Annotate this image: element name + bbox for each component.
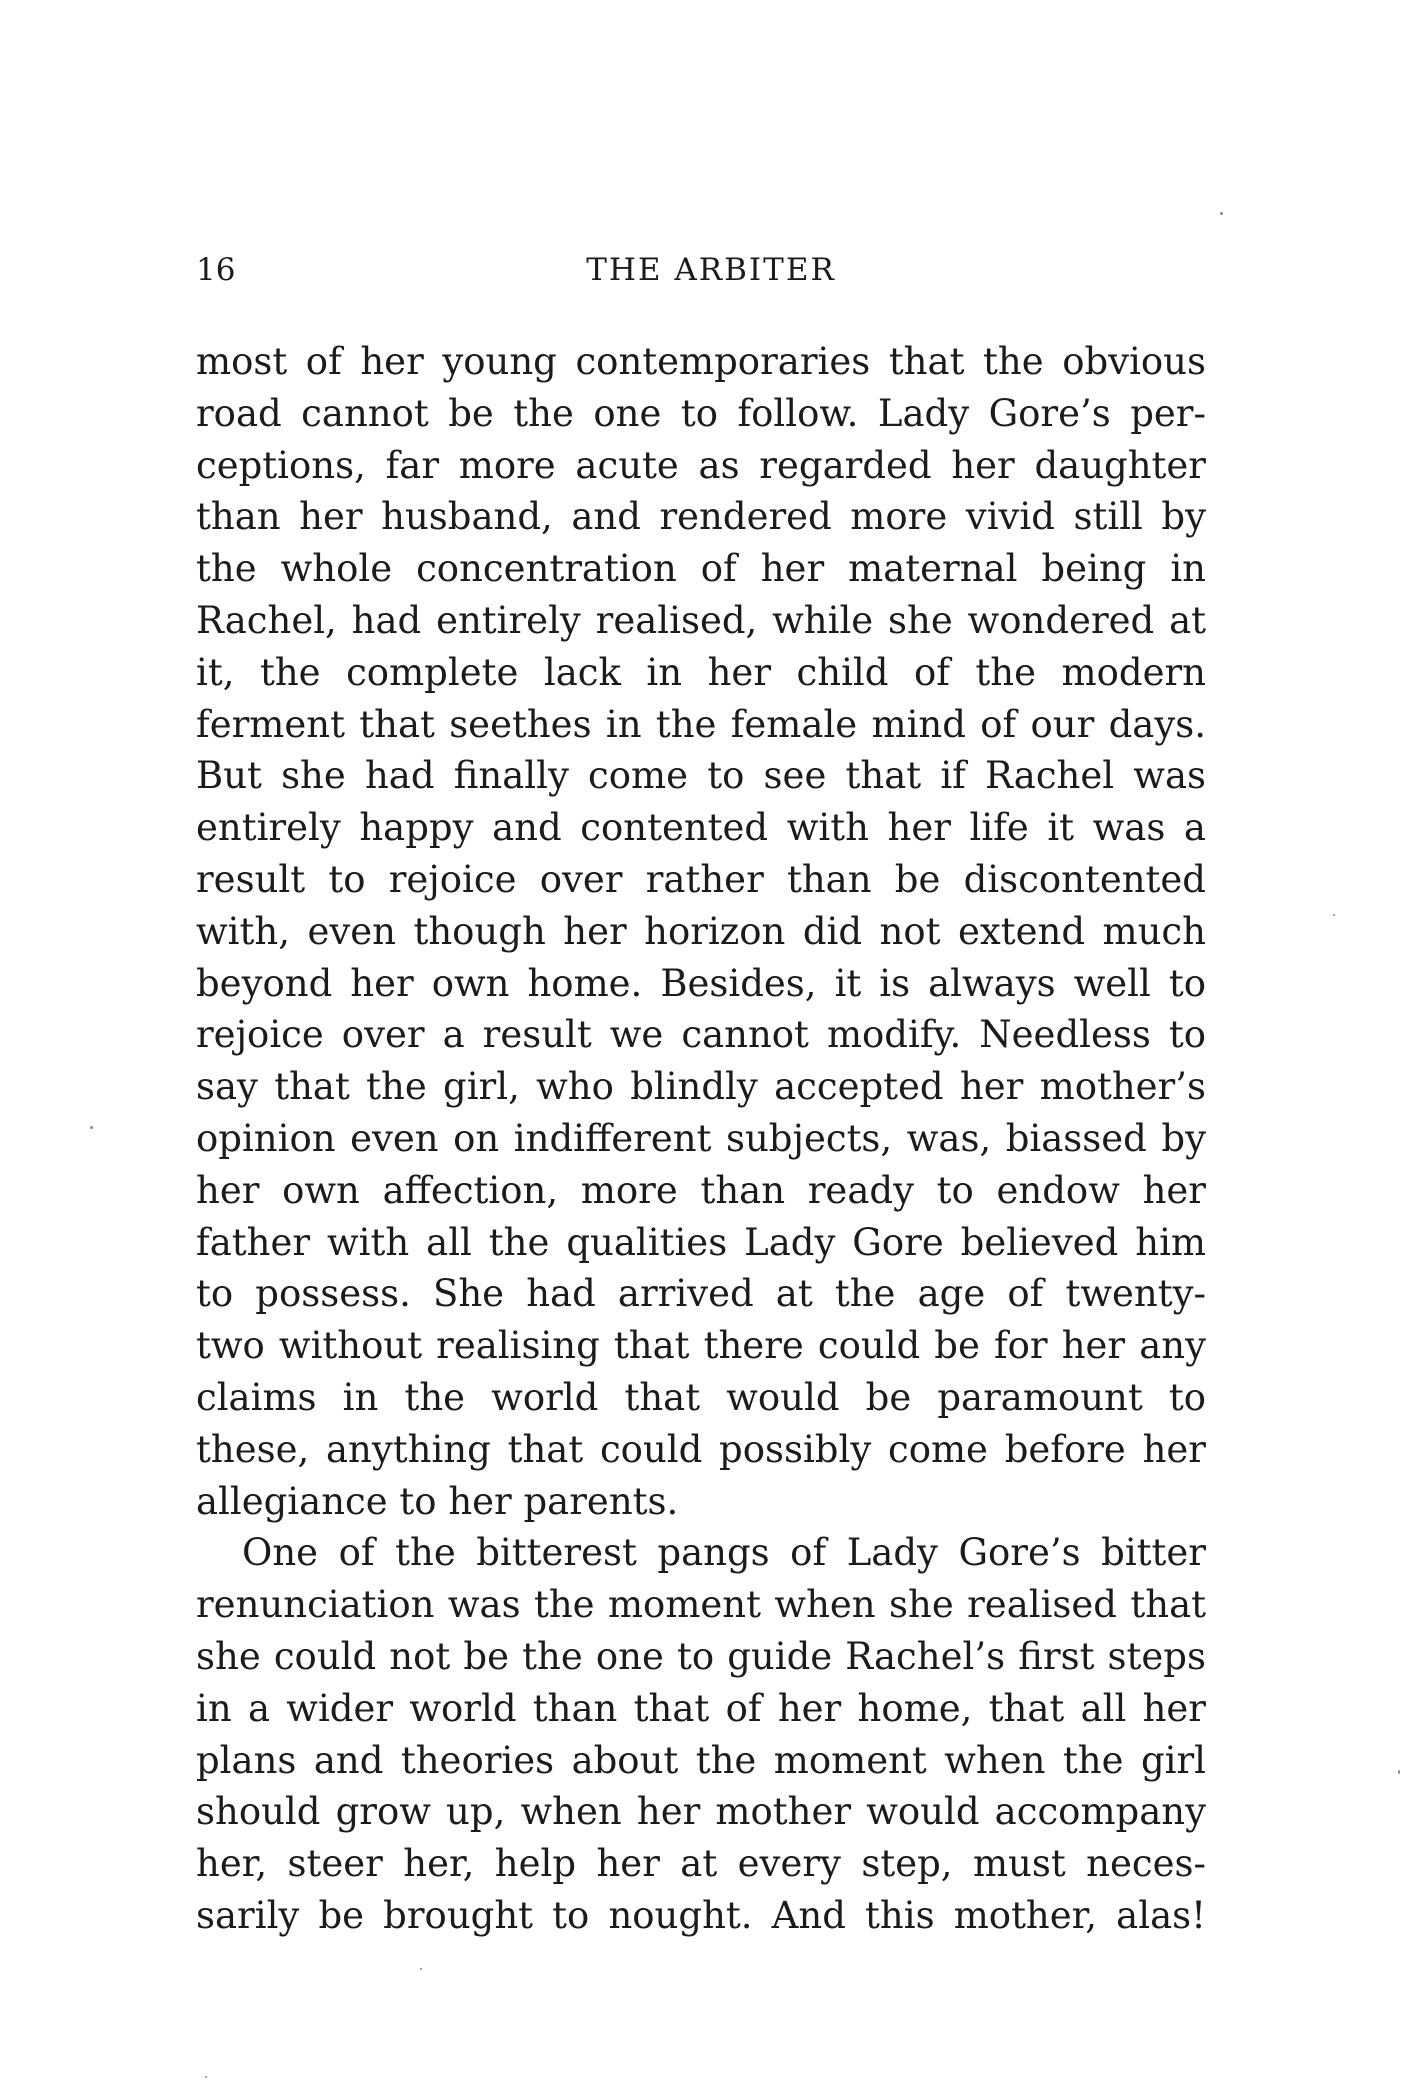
paragraph-start-line: One of the bitterest pangs of Lady Gore’s bitter	[242, 1531, 1206, 1575]
scan-speck	[205, 2076, 207, 2078]
text-line: two without realising that there could be for her any	[196, 1324, 1206, 1368]
scan-speck	[420, 1968, 422, 1970]
text-line: to possess. She had arrived at the age of twenty-	[196, 1272, 1206, 1316]
scan-speck	[1398, 1770, 1400, 1774]
text-line: most of her young contemporaries that the obvious	[196, 340, 1206, 383]
running-head	[196, 248, 1206, 292]
text-line: say that the girl, who blindly accepted her mother’s	[196, 1065, 1206, 1109]
body-text	[196, 336, 1206, 1942]
scan-speck	[90, 1126, 93, 1129]
scan-speck	[1333, 914, 1335, 916]
paragraph-end-line: allegiance to her parents.	[196, 1479, 679, 1523]
text-line: renunciation was the moment when she realised that	[196, 1583, 1206, 1627]
text-line: Rachel, had entirely realised, while she wondered at	[196, 598, 1206, 642]
text-line: these, anything that could possibly come before her	[196, 1427, 1206, 1471]
text-line: But she had finally come to see that if Rachel was	[196, 754, 1206, 798]
text-line: ferment that seethes in the female mind of our days.	[196, 702, 1206, 746]
text-line: beyond her own home. Besides, it is always well to	[196, 961, 1206, 1005]
text-line: her, steer her, help her at every step, must neces-	[196, 1842, 1206, 1886]
text-line: with, even though her horizon did not extend much	[196, 909, 1206, 953]
running-title: THE ARBITER	[586, 252, 836, 288]
text-line: entirely happy and contented with her life it was a	[196, 806, 1206, 850]
text-line: plans and theories about the moment when the girl	[196, 1738, 1206, 1782]
text-line: the whole concentration of her maternal being in	[196, 547, 1206, 591]
text-line: sarily be brought to nought. And this mother, alas!	[196, 1893, 1206, 1937]
text-line: should grow up, when her mother would accompany	[196, 1790, 1206, 1834]
text-line: claims in the world that would be paramount to	[196, 1375, 1206, 1419]
text-line: rejoice over a result we cannot modify. Needless to	[196, 1013, 1206, 1057]
text-line: ceptions, far more acute as regarded her daughter	[196, 443, 1206, 487]
text-line: father with all the qualities Lady Gore believed him	[196, 1220, 1206, 1264]
text-line: she could not be the one to guide Rachel’s first steps	[196, 1634, 1206, 1678]
text-line: result to rejoice over rather than be discontented	[196, 857, 1206, 901]
text-line: it, the complete lack in her child of the modern	[196, 650, 1206, 694]
page-number: 16	[196, 252, 236, 288]
text-line: than her husband, and rendered more vivid still by	[196, 495, 1206, 539]
scan-speck	[1220, 212, 1223, 215]
text-line: road cannot be the one to follow. Lady Gore’s per-	[196, 391, 1206, 435]
text-line: opinion even on indifferent subjects, was, biassed by	[196, 1116, 1206, 1160]
text-line: in a wider world than that of her home, that all her	[196, 1686, 1206, 1730]
text-line: her own affection, more than ready to endow her	[196, 1168, 1206, 1212]
